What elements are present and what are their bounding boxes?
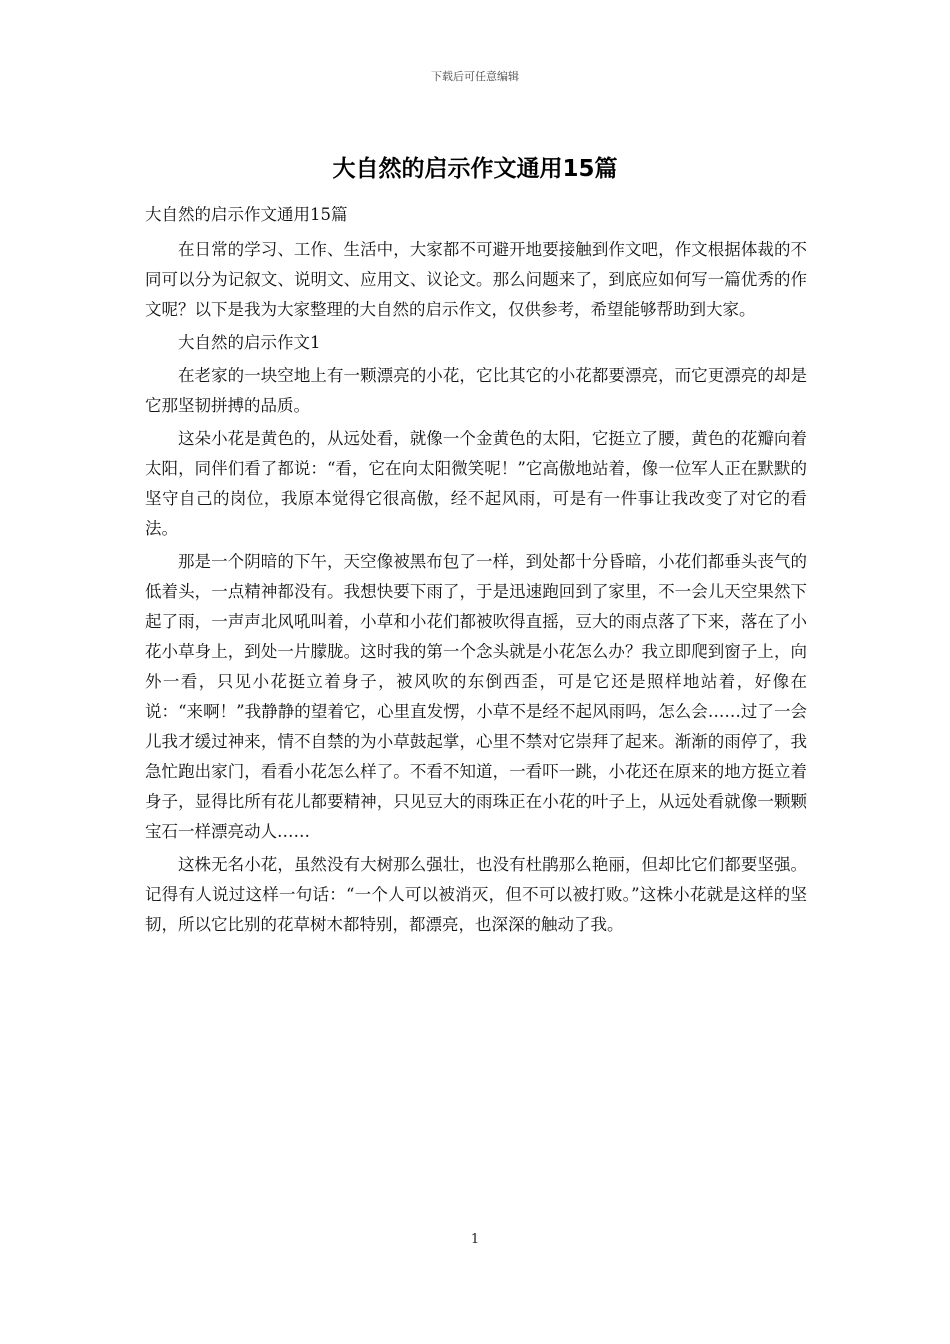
document-title: 大自然的启示作文通用15篇 (332, 156, 618, 182)
essay-heading: 大自然的启示作文1 (178, 333, 321, 352)
header-note: 下载后可任意编辑 (431, 70, 519, 83)
body-paragraph: 在老家的一块空地上有一颗漂亮的小花，它比其它的小花都要漂亮，而它更漂亮的却是它那坚韧拼搏的品质。 (145, 366, 807, 415)
page-number: 1 (470, 1232, 480, 1247)
body-paragraph: 这株无名小花，虽然没有大树那么强壮，也没有杜鹃那么艳丽，但却比它们都要坚强。记得有人说过这样一句话：“一个人可以被消灭，但不可以被打败。”这株小花就是这样的坚韧，所以它比别的花草树木都特别，都漂亮，也深深的触动了我。 (145, 855, 807, 934)
document-body (145, 200, 807, 943)
body-paragraph: 这朵小花是黄色的，从远处看，就像一个金黄色的太阳，它挺立了腰，黄色的花瓣向着太阳，同伴们看了都说：“看，它在向太阳微笑呢！”它高傲地站着，像一位军人正在默默的坚守自己的岗位，我原本觉得它很高傲，经不起风雨，可是有一件事让我改变了对它的看法。 (145, 429, 807, 538)
document-subtitle: 大自然的启示作文通用15篇 (145, 205, 348, 224)
intro-paragraph: 在日常的学习、工作、生活中，大家都不可避开地要接触到作文吧，作文根据体裁的不同可以分为记叙文、说明文、应用文、议论文。那么问题来了，到底应如何写一篇优秀的作文呢？以下是我为大家整理的大自然的启示作文，仅供参考，希望能够帮助到大家。 (145, 240, 807, 319)
body-paragraph: 那是一个阴暗的下午，天空像被黑布包了一样，到处都十分昏暗，小花们都垂头丧气的低着头，一点精神都没有。我想快要下雨了，于是迅速跑回到了家里，不一会儿天空果然下起了雨，一声声北风吼叫着，小草和小花们都被吹得直摇，豆大的雨点落了下来，落在了小花小草身上，到处一片朦胧。这时我的第一个念头就是小花怎么办？我立即爬到窗子上，向外一看，只见小花挺立着身子，被风吹的东倒西歪，可是它还是照样地站着，好像在说：“来啊！”我静静的望着它，心里直发愣，小草不是经不起风雨吗，怎么会……过了一会儿我才缓过神来，情不自禁的为小草鼓起掌，心里不禁对它崇拜了起来。渐渐的雨停了，我急忙跑出家门，看看小花怎么样了。不看不知道，一看吓一跳，小花还在原来的地方挺立着身子，显得比所有花儿都要精神，只见豆大的雨珠正在小花的叶子上，从远处看就像一颗颗宝石一样漂亮动人…… (145, 552, 807, 841)
